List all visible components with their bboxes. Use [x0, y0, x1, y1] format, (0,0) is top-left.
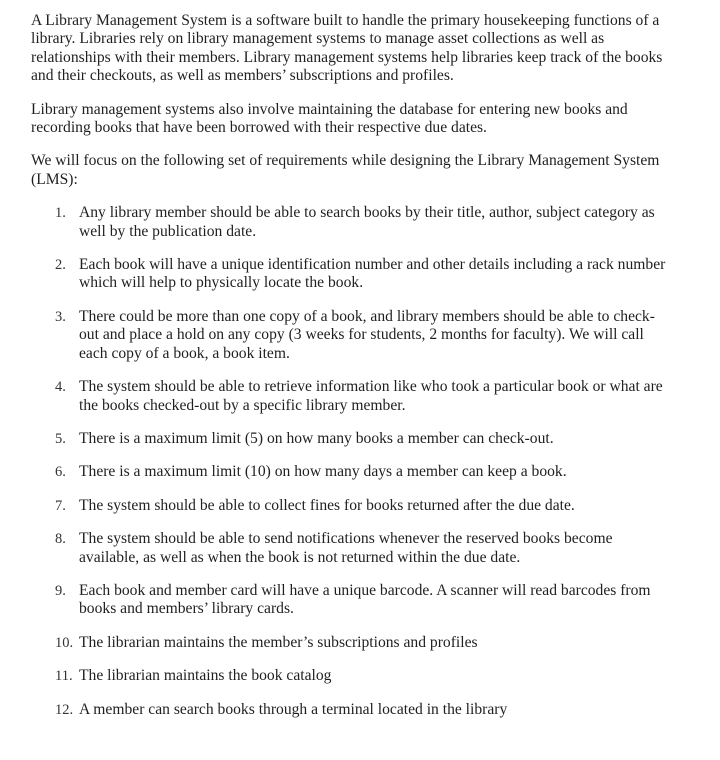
list-item [31, 378, 671, 415]
list-item [31, 667, 671, 685]
list-item-number: 8. [55, 531, 66, 548]
intro-paragraph-1: A Library Management System is a software built to handle the primary housekeeping functions of a library. Libraries rely on library management systems to manage asset collections as well as relationships with their members. Library management systems help libraries keep track of the books and their checkouts, as well as members’ subscriptions and profiles. [31, 12, 663, 85]
list-item-number: 7. [55, 497, 66, 514]
list-item-text: The librarian maintains the book catalog [79, 667, 332, 685]
requirements-list [31, 204, 671, 719]
list-item-number: 10. [55, 634, 74, 651]
intro-paragraph-3: We will focus on the following set of requirements while designing the Library Management System (LMS): [31, 152, 660, 188]
list-item [31, 463, 671, 481]
list-item [31, 430, 671, 448]
list-item-text: There could be more than one copy of a book, and library members should be able to check-out and place a hold on any copy (3 weeks for students, 2 months for faculty). We will call each copy of a book, a book item. [79, 307, 655, 362]
list-item-number: 1. [55, 205, 66, 222]
list-item [31, 256, 671, 293]
list-item [31, 530, 671, 567]
list-item-number: 2. [55, 257, 66, 274]
list-item-number: 11. [55, 668, 73, 685]
list-item-text: The system should be able to collect fines for books returned after the due date. [79, 496, 575, 514]
list-item [31, 497, 671, 515]
list-item-number: 5. [55, 430, 66, 447]
list-item-text: There is a maximum limit (5) on how many books a member can check-out. [79, 429, 554, 447]
list-item-text: A member can search books through a terminal located in the library [79, 700, 508, 718]
list-item [31, 308, 671, 363]
intro-paragraph-2: Library management systems also involve maintaining the database for entering new books and recording books that have been borrowed with their respective due dates. [31, 100, 628, 137]
list-item [31, 204, 671, 241]
list-item-number: 3. [55, 308, 66, 325]
list-item-number: 12. [55, 701, 74, 718]
document-body [31, 12, 671, 734]
list-item-text: The system should be able to send notifications whenever the reserved books become available, as well as when the book is not returned within the due date. [79, 530, 613, 566]
list-item-text: Each book and member card will have a unique barcode. A scanner will read barcodes from books and members’ library cards. [79, 581, 651, 618]
list-item [31, 634, 671, 652]
list-item-text: Each book will have a unique identification number and other details including a rack number which will help to physically locate the book. [79, 256, 666, 292]
list-item-text: There is a maximum limit (10) on how many days a member can keep a book. [79, 463, 567, 481]
list-item-text: Any library member should be able to search books by their title, author, subject category as well by the publication date. [79, 204, 655, 240]
list-item [31, 582, 671, 619]
list-item-text: The system should be able to retrieve information like who took a particular book or what are the books checked-out by a specific library member. [79, 378, 663, 414]
list-item-number: 9. [55, 582, 66, 599]
list-item [31, 701, 671, 719]
list-item-number: 6. [55, 464, 66, 481]
list-item-text: The librarian maintains the member’s subscriptions and profiles [79, 633, 478, 651]
list-item-number: 4. [55, 379, 66, 396]
